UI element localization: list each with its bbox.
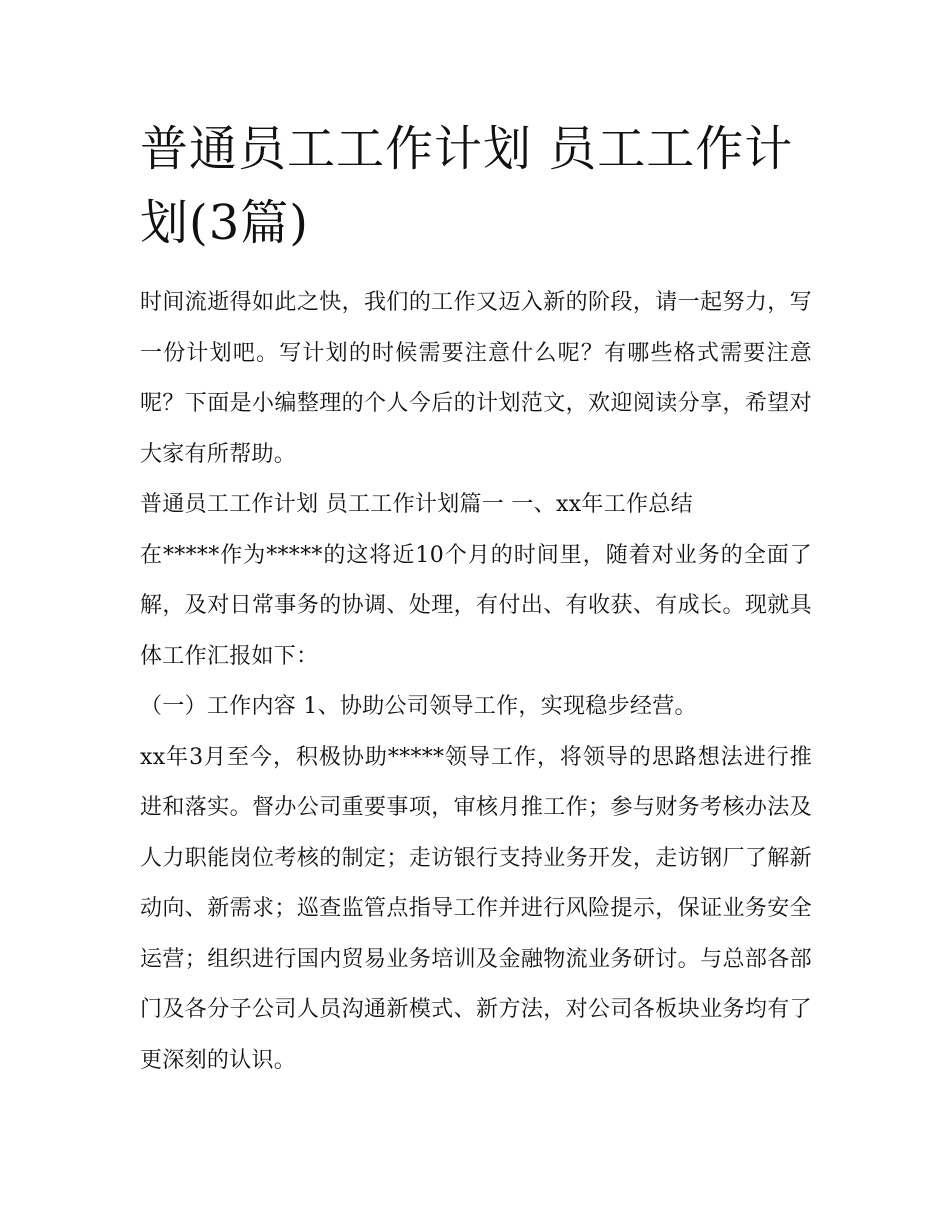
paragraph-summary: 在*****作为*****的这将近10个月的时间里，随着对业务的全面了解，及对日常事务的协调、处理，有付出、有收获、有成长。现就具体工作汇报如下： [140, 542, 812, 669]
document-page [140, 112, 812, 1086]
paragraph-intro: 时间流逝得如此之快，我们的工作又迈入新的阶段，请一起努力，写一份计划吧。写计划的时候需要注意什么呢？有哪些格式需要注意呢？下面是小编整理的个人今后的计划范文，欢迎阅读分享，希望对大家有所帮助。 [140, 290, 812, 467]
paragraph-work-content-heading: （一）工作内容 1、协助公司领导工作，实现稳步经营。 [140, 694, 697, 719]
document-title: 普通员工工作计划 员工工作计划(3篇) [140, 121, 794, 251]
paragraph-work-details: xx年3月至今，积极协助*****领导工作，将领导的思路想法进行推进和落实。督办公司重要事项，审核月推工作；参与财务考核办法及人力职能岗位考核的制定；走访银行支持业务开发，走访钢厂了解新动向、新需求；巡查监管点指导工作并进行风险提示，保证业务安全运营；组织进行国内贸易业务培训及金融物流业务研讨。与总部各部门及各分子公司人员沟通新模式、新方法，对公司各板块业务均有了更深刻的认识。 [140, 744, 812, 1073]
paragraph-section-heading: 普通员工工作计划 员工工作计划篇一 一、xx年工作总结 [140, 492, 693, 517]
